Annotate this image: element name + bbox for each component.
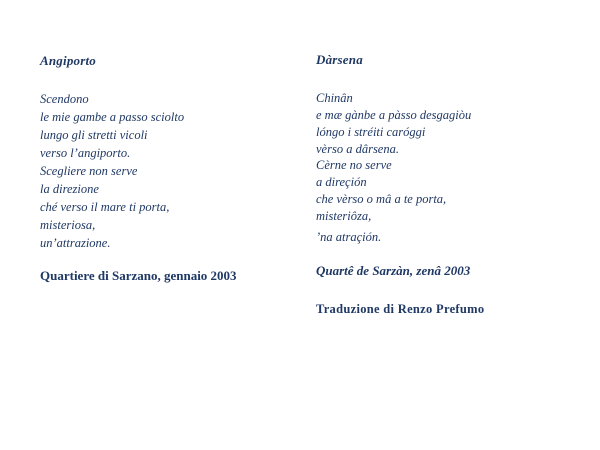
verse-line: Chinân [316,91,353,105]
verse-line: verso l’angiporto. [40,146,131,160]
verse-line: Scendono [40,92,89,106]
verse-line: un’attrazione. [40,236,111,250]
verse-line: lóngo i stréiti caróggi [316,125,426,139]
verse-line: vèrso a dârsena. [316,142,399,156]
verse-line: misteriosa, [40,218,96,232]
verse-line: Scegliere non serve [40,164,138,178]
verse-line: Cèrne no serve [316,158,392,172]
verse-line: e mæ gànbe a pàsso desgagiòu [316,108,472,122]
verse-line: le mie gambe a passo sciolto [40,110,185,124]
verse-line: lungo gli stretti vicoli [40,128,148,142]
verse-line: misteriôza, [316,209,372,223]
verse-line: a direçión [316,175,367,189]
poem-stanza [316,90,471,158]
verse-line: che vèrso o mâ a te porta, [316,192,447,206]
poem-stanza [40,90,184,252]
poem-stanza [316,157,446,246]
verse-line: la direzione [40,182,99,196]
verse-line: ’na atraçión. [316,230,382,244]
poem-dateline: Quartê de Sarzàn, zenâ 2003 [316,263,471,278]
poem-dateline: Quartiere di Sarzano, gennaio 2003 [40,268,237,283]
poem-title: Dàrsena [316,52,363,67]
verse-line: ché verso il mare ti porta, [40,200,170,214]
poem-title: Angiporto [40,53,96,68]
translation-credit: Traduzione di Renzo Prefumo [316,302,485,316]
